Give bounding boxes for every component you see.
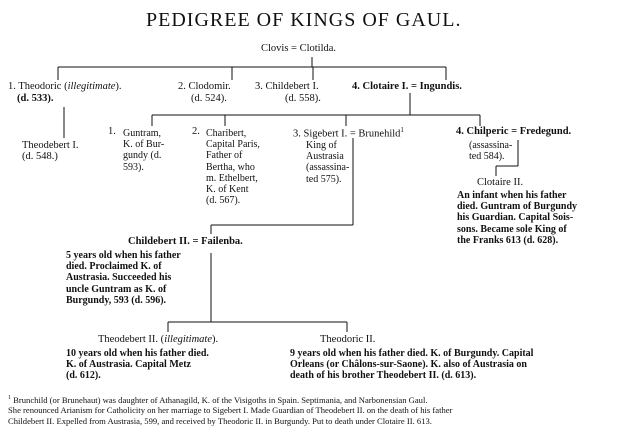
node-note: illegitimate [67,81,116,92]
clotaire-2-details: An infant when his father died. Guntram of Burgundy his Guardian. Capital Sois- sons. Became sole King of the Franks 613 (d. 628). [457,190,578,246]
footnote [8,393,452,426]
node-note: illegitimate [164,334,213,345]
node-number: 1. [8,81,16,92]
theodoric-2-details: 9 years old when his father died. K. of Burgundy. Capital Orleans (or Châlons-sur-Saone). K. also of Austrasia on death of his brother Theodebert II. (d. 613). [290,348,534,382]
node-name: Clotaire I. = Ingundis. [362,81,462,92]
node-theodoric [8,82,122,93]
clodomir-death: (d. 524). [191,93,227,104]
node-childebert [255,82,319,93]
theodebert-2-details: 10 years old when his father died. K. of Austrasia. Capital Metz (d. 612). [66,348,209,382]
node-name-end: ). [115,81,122,92]
node-theodoric-2: Theodoric II. [320,334,376,345]
node-name: Childebert I. [265,81,319,92]
node-name: Chilperic = Fredegund. [466,126,572,137]
charibert-number: 2. [192,126,200,137]
guntram-number: 1. [108,126,116,137]
node-clodomir [178,82,231,93]
node-name: Clodomir. [188,81,231,92]
node-number: 4. [352,81,360,92]
node-theodebert-1: Theodebert I. (d. 548.) [22,140,79,163]
node-charibert: Charibert, Capital Paris, Father of Bertha, who m. Ethelbert, K. of Kent (d. 567). [206,128,260,207]
footnote-text: Brunchild (or Brunehaut) was daughter of Athanagild, K. of the Visigoths in Spain. Septimania, and Narbonensian Gaul. She renounced Arianism for Catholicity on her marriage to Sigebert I. Made Guardian of Theodebert II. on the death of his father Childebert II. Expelled from Austrasia, 599, and received by Theodoric II. in Burgundy. Put to death under Clotaire II. 613. [8,394,453,426]
node-number: 2. [178,81,186,92]
childebert-death: (d. 558). [285,93,321,104]
footnote-ref: 1 [400,126,404,134]
root-clovis: Clovis = Clotilda. [261,43,337,54]
chilperic-details: (assassina- ted 584). [469,140,513,163]
node-clotaire-2: Clotaire II. [477,177,524,188]
footnote-mark: 1 [8,395,11,401]
node-childebert-2: Childebert II. = Failenba. [128,236,243,247]
node-name: Sigebert I. = Brunehild [303,128,401,140]
node-number: 4. [456,126,464,137]
node-theodebert-2 [98,335,218,346]
node-number: 3. [293,128,301,140]
node-number: 3. [255,81,263,92]
node-name-end: ). [212,334,219,345]
node-name: Theodebert II. ( [98,334,165,345]
node-chilperic [456,127,571,138]
node-name: Theodoric ( [18,81,68,92]
sigebert-details: King of Austrasia (assassina- ted 575). [306,140,350,185]
theodoric-death: (d. 533). [17,93,54,104]
node-clotaire [352,82,462,93]
childebert-2-details: 5 years old when his father died. Proclaimed K. of Austrasia. Succeeded his uncle Guntram as K. of Burgundy, 593 (d. 596). [66,250,181,306]
page-title: PEDIGREE OF KINGS OF GAUL. [146,9,462,31]
node-guntram: Guntram, K. of Bur- gundy (d. 593). [123,128,165,173]
node-sigebert [293,127,404,140]
